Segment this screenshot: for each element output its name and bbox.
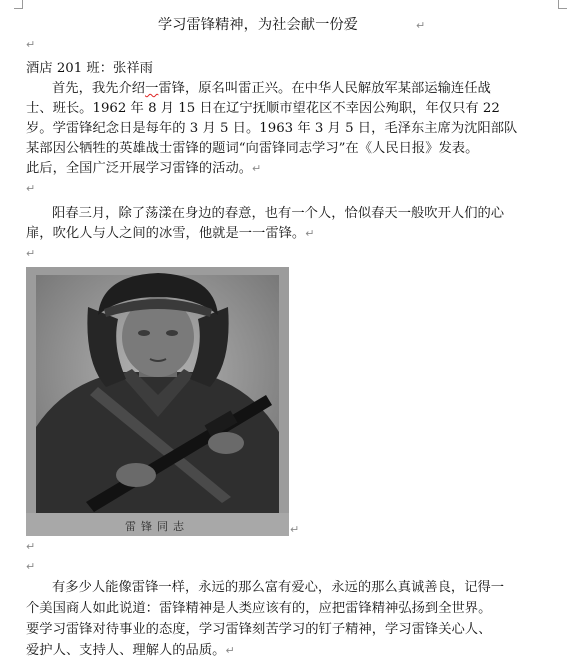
text-run: 阳春三月，除了荡漾在身边的春意，也有一个人，恰似春天一般吹开人们的心 — [52, 206, 505, 221]
text-run: 要学习雷锋对待事业的态度，学习雷锋刻苦学习的钉子精神，学习雷锋关心人、 — [26, 622, 492, 637]
text-run: 此后，全国广泛开展学习雷锋的活动。 — [26, 161, 253, 176]
empty-paragraph: ↵ — [26, 560, 36, 573]
paragraph-line — [26, 139, 478, 159]
paragraph-line — [26, 578, 504, 598]
paragraph-line — [26, 119, 517, 139]
text-run: 有多少人能像雷锋一样，永远的那么富有爱心，永远的那么真诚善良，记得一 — [52, 580, 505, 595]
title-text: 学习雷锋精神，为社会献一份爱 — [157, 17, 358, 33]
spelling-squiggle[interactable]: 一 — [145, 81, 159, 96]
empty-paragraph: ↵ — [26, 182, 36, 195]
author-line — [26, 59, 153, 79]
document-title — [0, 14, 583, 37]
paragraph-line — [26, 159, 261, 179]
text-run: 首先，我先介绍 — [52, 81, 146, 96]
paragraph-line — [26, 599, 491, 619]
empty-paragraph: ↵ — [26, 38, 36, 51]
paragraph-mark-icon: ↵ — [225, 644, 235, 657]
text-run: 个美国商人如此说道：雷锋精神是人类应该有的，应把雷锋精神弘扬到全世界。 — [26, 601, 492, 616]
portrait-photo[interactable] — [26, 267, 289, 536]
paragraph-line — [26, 99, 500, 119]
text-run: 某部因公牺牲的英雄战士雷锋的题词“向雷锋同志学习”在《人民日报》发表。 — [26, 141, 479, 156]
page-corner-mark-top-left — [14, 0, 23, 9]
page-corner-mark-top-right — [558, 0, 567, 9]
paragraph-mark-icon: ↵ — [252, 162, 262, 175]
empty-paragraph: ↵ — [26, 540, 36, 553]
text-run: 爱护人、支持人、理解人的品质。 — [26, 643, 226, 658]
paragraph-line — [26, 79, 491, 99]
paragraph-line — [26, 641, 235, 661]
paragraph-line — [26, 204, 504, 224]
paragraph-mark-icon: ↵ — [290, 523, 300, 536]
author-text: 酒店 201 班：张祥雨 — [26, 61, 153, 76]
empty-paragraph: ↵ — [26, 247, 36, 260]
paragraph-mark-icon: ↵ — [305, 227, 315, 240]
photo-caption: 雷锋同志 — [125, 520, 189, 533]
text-run: 岁。学雷锋纪念日是每年的 3 月 5 日。1963 年 3 月 5 日，毛泽东主席为沈阳部队 — [26, 121, 518, 136]
paragraph-mark-icon: ↵ — [415, 19, 426, 32]
text-run: 雷锋，原名叫雷正兴。在中华人民解放军某部运输连任战 — [158, 81, 491, 96]
paragraph-line — [26, 620, 491, 640]
paragraph-line — [26, 224, 314, 244]
text-run: 扉，吹化人与人之间的冰雪，他就是一一雷锋。 — [26, 226, 306, 241]
text-run: 士、班长。1962 年 8 月 15 日在辽宁抚顺市望花区不幸因公殉职，年仅只有 22 — [26, 101, 500, 116]
